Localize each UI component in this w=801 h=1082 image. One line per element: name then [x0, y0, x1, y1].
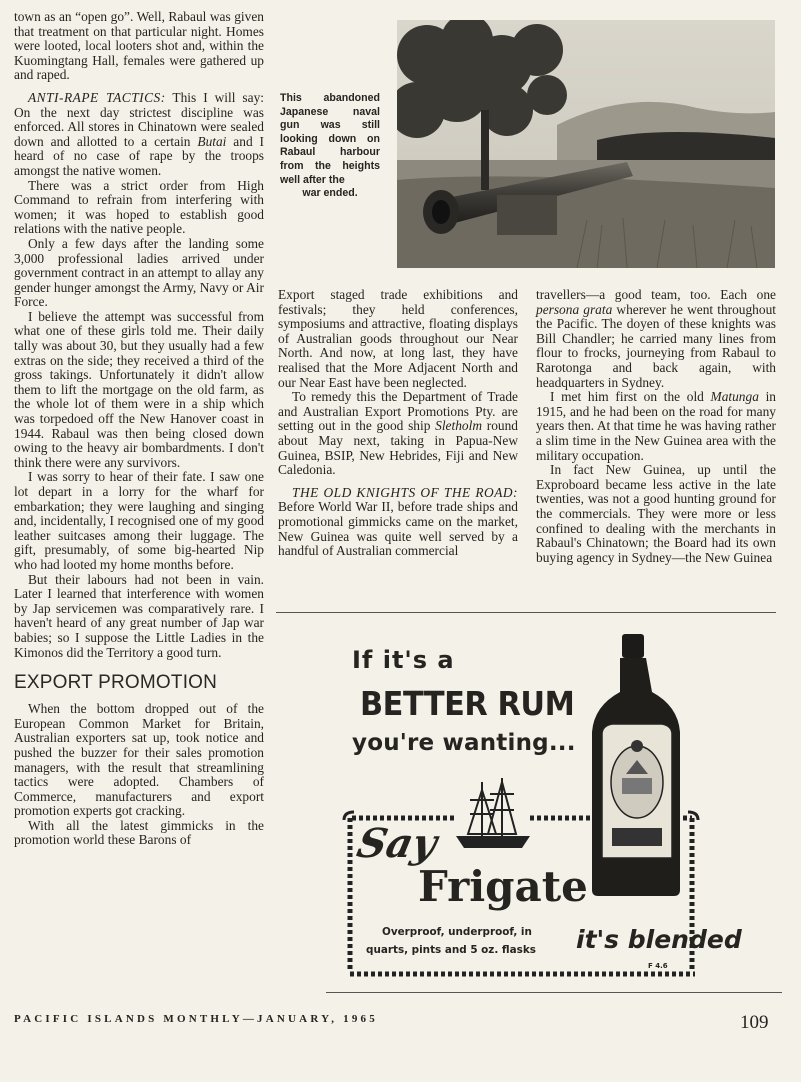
paragraph: There was a strict order from High Command to refrain from interfering with women; it was hoped to establish good relations with the native people. [14, 177, 264, 237]
paragraph: To remedy this the Department of Trade and Australian Export Promotions Pty. are setting out in the good ship Sletholm round about May next, taking in Papua-New Guinea, BSIP, New Hebrides, Fiji and New Caledonia. [278, 389, 518, 478]
paragraph: When the bottom dropped out of the European Common Market for Britain, Australian exporters sat up, took notice and pushed the buzzer for their sales promotion managers, with the result that streamlining tactics were adopted. Chambers of Commerce, manufacturers and export promotion experts got cracking. [14, 701, 264, 819]
paragraph: travellers—a good team, too. Each one persona grata wherever he went throughout the Pacific. The doyen of these knights was Bill Chandler; he carried many lines from flour to frocks, journeying from Rabaul to Rarotonga and back again, with headquarters in Sydney. [536, 287, 776, 390]
photo-naval-gun [397, 20, 775, 268]
divider [276, 612, 776, 613]
paragraph: Export staged trade exhibitions and festivals; they held conferences, symposiums and attractive, floating displays of Australian goods throughout our Near North. And now, at long last, they have realised that the More Adjacent North and our Near East have been neglected. [278, 287, 518, 390]
paragraph: Only a few days after the landing some 3,000 professional ladies arrived under government contract in an attempt to allay any gender hunger amongst the Army, Navy or Air Force. [14, 235, 264, 310]
ad-detail-line2: quarts, pints and 5 oz. flasks [366, 944, 536, 956]
ad-headline-line1: If it's a [352, 646, 455, 674]
paragraph: ANTI-RAPE TACTICS: This I will say: On the next day strictest discipline was enforced. All stores in Chinatown were sealed down and allotted to a certain Butai and I heard of no case of rape by the troops amongst the native women. [14, 89, 264, 178]
divider [326, 992, 782, 993]
subheading-anti-rape-tactics: ANTI-RAPE TACTICS: [28, 89, 166, 105]
paragraph: THE OLD KNIGHTS OF THE ROAD: Before World War II, before trade ships and promotional gimmicks came on the market, New Guinea was quite well served by a handful of Australian commercial [278, 484, 518, 559]
photo-caption: This abandoned Japanese naval gun was still looking down on Rabaul harbour from the heights well after the war ended. [280, 92, 380, 200]
subheading-old-knights: THE OLD KNIGHTS OF THE ROAD: [292, 484, 518, 500]
ad-tagline: it's blended [576, 925, 742, 954]
page-number: 109 [740, 1012, 769, 1033]
paragraph: town as an “open go”. Well, Rabaul was given that treatment on that particular night. Homes were looted, local looters shot and, within the Kuomingtang Hall, females were gathered up and raped. [14, 9, 264, 83]
advertisement-frigate-rum [330, 622, 786, 990]
ad-headline-line3: you're wanting... [352, 730, 576, 756]
article-column-right [536, 288, 776, 565]
paragraph: I met him first on the old Matunga in 1915, and he had been on the road for many years then. At that time he was having rather a slim time in the New Guinea area with the military occupation. [536, 389, 776, 463]
ad-code: F 4.6 [648, 962, 668, 970]
ad-detail-line1: Overproof, underproof, in [382, 926, 532, 938]
section-heading-export-promotion: EXPORT PROMOTION [14, 672, 218, 694]
paragraph: With all the latest gimmicks in the promotion world these Barons of [14, 817, 264, 848]
ad-brand-frigate: Frigate [418, 862, 588, 911]
article-column-left [14, 10, 264, 848]
rum-bottle-icon [592, 634, 680, 896]
article-column-middle [278, 288, 518, 559]
paragraph: I was sorry to hear of their fate. I saw one lot depart in a lorry for the wharf for embarkation; they were laughing and singing and, incidentally, I recognised one of my good leather suitcases among their luggage. The gift, presumably, of some big-hearted Nip who had looted my home months before. [14, 469, 264, 572]
page-footer-publication: PACIFIC ISLANDS MONTHLY—JANUARY, 1965 [14, 1013, 378, 1025]
paragraph: I believe the attempt was successful from what one of these girls told me. Their daily tally was about 30, but they usually had a few extras on the side; they received a third of the gross takings. Unfortunately it didn't allow them to lift the mortgage on the old farm, as the whole lot of them were in a ship which was torpedoed off the New Hanover coast in 1944. Rabaul was then being closed down owing to the heavy air bombardments. I don't think there were any survivors. [14, 308, 264, 470]
paragraph: In fact New Guinea, up until the Exproboard became less active in the late twenties, was not a good hunting ground for the commercials. They were more or less confined to dealing with the merchants in Rabaul's Chinatown; the Board had its own buying agency in Sydney—the New Guinea [536, 462, 776, 565]
ad-headline-better-rum: BETTER RUM [360, 684, 575, 723]
sailing-ship-icon [456, 778, 530, 848]
naval-gun-photo-graphic [397, 20, 775, 268]
paragraph: But their labours had not been in vain. Later I learned that interference with women by Jap servicemen was comparatively rare. I haven't heard of any great number of Jap war babies; so I suppose the Little Ladies in the Kimonos did the Territory a good turn. [14, 571, 264, 660]
ad-say: Say [353, 820, 442, 867]
